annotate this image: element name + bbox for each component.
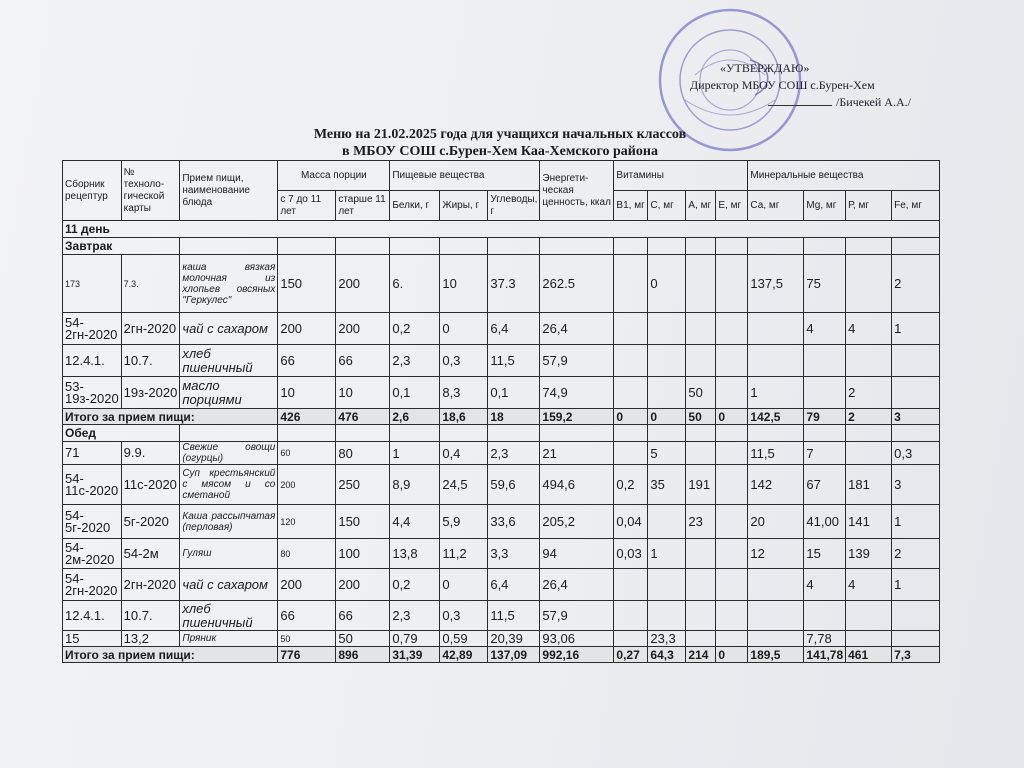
total-mass-11plus: 896 <box>336 647 390 663</box>
total-c: 64,3 <box>648 647 686 663</box>
c-cell <box>648 505 686 539</box>
b-cell: 4,4 <box>390 505 440 539</box>
approval-line-1: «УТВЕРЖДАЮ» <box>720 61 810 75</box>
a-cell <box>686 442 716 465</box>
total-protein: 2,6 <box>390 409 440 425</box>
p-cell <box>846 601 892 631</box>
total-ca: 142,5 <box>748 409 804 425</box>
header-ca: Са, мг <box>748 191 804 221</box>
total-fe: 7,3 <box>892 647 940 663</box>
b-cell: 6. <box>390 255 440 313</box>
total-protein: 31,39 <box>390 647 440 663</box>
header-e: Е, мг <box>716 191 748 221</box>
b-cell: 0,1 <box>390 377 440 409</box>
lunch-row <box>63 539 940 569</box>
mg-cell: 7,78 <box>804 631 846 647</box>
ca-cell <box>748 313 804 345</box>
techcard-cell: 19з-2020 <box>121 377 180 409</box>
m2-cell: 150 <box>336 505 390 539</box>
techcard-cell: 2гн-2020 <box>121 569 180 601</box>
kcal-cell: 94 <box>540 539 614 569</box>
lunch-row <box>63 505 940 539</box>
total-b1: 0 <box>614 409 648 425</box>
dish-name-cell: хлеб пшеничный <box>180 345 278 377</box>
header-a: А, мг <box>686 191 716 221</box>
b1-cell <box>614 255 648 313</box>
dish-name-cell: Пряник <box>180 631 278 647</box>
dish-name-cell: чай с сахаром <box>180 569 278 601</box>
p-cell <box>846 255 892 313</box>
menu-table-wrapper <box>62 160 940 663</box>
ca-cell: 20 <box>748 505 804 539</box>
total-ca: 189,5 <box>748 647 804 663</box>
dish-name-cell: Каша рассыпчатая (перловая) <box>180 505 278 539</box>
header-fe: Fe, мг <box>892 191 940 221</box>
total-p: 2 <box>846 409 892 425</box>
ca-cell: 1 <box>748 377 804 409</box>
mg-cell: 7 <box>804 442 846 465</box>
kcal-cell: 494,6 <box>540 465 614 505</box>
e-cell <box>716 631 748 647</box>
c-cell: 1 <box>648 539 686 569</box>
e-cell <box>716 505 748 539</box>
a-cell <box>686 345 716 377</box>
m1-cell: 66 <box>278 601 336 631</box>
mg-cell <box>804 601 846 631</box>
title-line-2: в МБОУ СОШ с.Бурен-Хем Каа-Хемского района <box>342 144 658 159</box>
fe-cell: 1 <box>892 569 940 601</box>
breakfast-total-row <box>63 409 940 425</box>
total-mass-7-11: 776 <box>278 647 336 663</box>
mg-cell: 41,00 <box>804 505 846 539</box>
lunch-row <box>63 569 940 601</box>
b1-cell <box>614 569 648 601</box>
u-cell: 20,39 <box>488 631 540 647</box>
techcard-cell: 7.3. <box>121 255 180 313</box>
f-cell: 11,2 <box>440 539 488 569</box>
e-cell <box>716 465 748 505</box>
collection-cell: 54-2гн-2020 <box>63 569 122 601</box>
dish-name-cell: масло порциями <box>180 377 278 409</box>
b-cell: 2,3 <box>390 601 440 631</box>
ca-cell: 142 <box>748 465 804 505</box>
day-label: 11 день <box>63 221 940 238</box>
title-line-1: Меню на 21.02.2025 года для учащихся начальных классов <box>313 127 687 142</box>
header-techcard: № техноло-гической карты <box>121 161 180 221</box>
u-cell: 33,6 <box>488 505 540 539</box>
c-cell: 23,3 <box>648 631 686 647</box>
u-cell: 0,1 <box>488 377 540 409</box>
b1-cell: 0,2 <box>614 465 648 505</box>
menu-table <box>62 160 940 663</box>
p-cell <box>846 631 892 647</box>
header-vitamins: Витамины <box>614 161 748 191</box>
m1-cell: 120 <box>278 505 336 539</box>
m1-cell: 200 <box>278 313 336 345</box>
mg-cell: 4 <box>804 569 846 601</box>
collection-cell: 15 <box>63 631 122 647</box>
b-cell: 0,2 <box>390 313 440 345</box>
m1-cell: 60 <box>278 442 336 465</box>
u-cell: 6,4 <box>488 313 540 345</box>
fe-cell: 1 <box>892 313 940 345</box>
header-fat: Жиры, г <box>440 191 488 221</box>
header-energy: Энергети-ческая ценность, ккал <box>540 161 614 221</box>
mg-cell <box>804 377 846 409</box>
e-cell <box>716 377 748 409</box>
total-b1: 0,27 <box>614 647 648 663</box>
b1-cell <box>614 631 648 647</box>
total-kcal: 159,2 <box>540 409 614 425</box>
c-cell <box>648 601 686 631</box>
techcard-cell: 10.7. <box>121 601 180 631</box>
fe-cell: 0,3 <box>892 442 940 465</box>
ca-cell <box>748 569 804 601</box>
header-b1: В1, мг <box>614 191 648 221</box>
dish-name-cell: Суп крестьянский с мясом и со сметаной <box>180 465 278 505</box>
total-e: 0 <box>716 647 748 663</box>
header-age-7-11: с 7 до 11 лет <box>278 191 336 221</box>
fe-cell: 2 <box>892 255 940 313</box>
total-mg: 79 <box>804 409 846 425</box>
a-cell <box>686 539 716 569</box>
kcal-cell: 205,2 <box>540 505 614 539</box>
breakfast-row <box>63 377 940 409</box>
b1-cell: 0,04 <box>614 505 648 539</box>
techcard-cell: 11с-2020 <box>121 465 180 505</box>
u-cell: 3,3 <box>488 539 540 569</box>
kcal-cell: 26,4 <box>540 569 614 601</box>
header-protein: Белки, г <box>390 191 440 221</box>
total-c: 0 <box>648 409 686 425</box>
header-nutrients: Пищевые вещества <box>390 161 540 191</box>
u-cell: 59,6 <box>488 465 540 505</box>
header-c: С, мг <box>648 191 686 221</box>
m2-cell: 100 <box>336 539 390 569</box>
a-cell <box>686 313 716 345</box>
total-a: 50 <box>686 409 716 425</box>
p-cell: 181 <box>846 465 892 505</box>
dish-name-cell: Гуляш <box>180 539 278 569</box>
u-cell: 2,3 <box>488 442 540 465</box>
f-cell: 0 <box>440 569 488 601</box>
total-mass-7-11: 426 <box>278 409 336 425</box>
m1-cell: 200 <box>278 465 336 505</box>
p-cell <box>846 345 892 377</box>
f-cell: 0,3 <box>440 601 488 631</box>
total-p: 461 <box>846 647 892 663</box>
a-cell: 191 <box>686 465 716 505</box>
u-cell: 6,4 <box>488 569 540 601</box>
dish-name-cell: каша вязкая молочная из хлопьев овсяных "Геркулес" <box>180 255 278 313</box>
m2-cell: 200 <box>336 255 390 313</box>
f-cell: 24,5 <box>440 465 488 505</box>
techcard-cell: 9.9. <box>121 442 180 465</box>
f-cell: 0,59 <box>440 631 488 647</box>
techcard-cell: 2гн-2020 <box>121 313 180 345</box>
breakfast-row <box>63 313 940 345</box>
m2-cell: 66 <box>336 601 390 631</box>
ca-cell: 137,5 <box>748 255 804 313</box>
a-cell <box>686 569 716 601</box>
c-cell <box>648 569 686 601</box>
m2-cell: 80 <box>336 442 390 465</box>
kcal-cell: 93,06 <box>540 631 614 647</box>
a-cell: 50 <box>686 377 716 409</box>
m2-cell: 10 <box>336 377 390 409</box>
approval-line-2: Директор МБОУ СОШ с.Бурен-Хем <box>690 78 875 92</box>
lunch-total-row <box>63 647 940 663</box>
b1-cell <box>614 377 648 409</box>
breakfast-row <box>63 345 940 377</box>
collection-cell: 71 <box>63 442 122 465</box>
header-carbs: Углеводы, г <box>488 191 540 221</box>
p-cell: 4 <box>846 313 892 345</box>
total-carbs: 137,09 <box>488 647 540 663</box>
header-mg: Mg, мг <box>804 191 846 221</box>
a-cell: 23 <box>686 505 716 539</box>
b1-cell <box>614 442 648 465</box>
collection-cell: 54-2гн-2020 <box>63 313 122 345</box>
lunch-row <box>63 631 940 647</box>
c-cell: 35 <box>648 465 686 505</box>
total-carbs: 18 <box>488 409 540 425</box>
m2-cell: 200 <box>336 313 390 345</box>
total-a: 214 <box>686 647 716 663</box>
c-cell <box>648 377 686 409</box>
ca-cell: 12 <box>748 539 804 569</box>
techcard-cell: 13,2 <box>121 631 180 647</box>
dish-name-cell: чай с сахаром <box>180 313 278 345</box>
techcard-cell: 5г-2020 <box>121 505 180 539</box>
m2-cell: 200 <box>336 569 390 601</box>
e-cell <box>716 313 748 345</box>
lunch-row <box>63 442 940 465</box>
mg-cell <box>804 345 846 377</box>
techcard-cell: 10.7. <box>121 345 180 377</box>
f-cell: 10 <box>440 255 488 313</box>
approval-line-3: /Бичекей А.А./ <box>836 95 911 109</box>
mg-cell: 15 <box>804 539 846 569</box>
mg-cell: 4 <box>804 313 846 345</box>
mg-cell: 67 <box>804 465 846 505</box>
header-minerals: Минеральные вещества <box>748 161 940 191</box>
kcal-cell: 262.5 <box>540 255 614 313</box>
c-cell <box>648 345 686 377</box>
u-cell: 11,5 <box>488 345 540 377</box>
header-mass: Масса порции <box>278 161 390 191</box>
total-kcal: 992,16 <box>540 647 614 663</box>
total-mass-11plus: 476 <box>336 409 390 425</box>
collection-cell: 173 <box>63 255 122 313</box>
total-label: Итого за прием пищи: <box>63 409 278 425</box>
kcal-cell: 21 <box>540 442 614 465</box>
header-dish: Прием пищи, наименование блюда <box>180 161 278 221</box>
fe-cell <box>892 345 940 377</box>
total-fat: 42,89 <box>440 647 488 663</box>
c-cell: 5 <box>648 442 686 465</box>
breakfast-row <box>63 255 940 313</box>
total-fat: 18,6 <box>440 409 488 425</box>
collection-cell: 53-19з-2020 <box>63 377 122 409</box>
c-cell: 0 <box>648 255 686 313</box>
e-cell <box>716 601 748 631</box>
m1-cell: 80 <box>278 539 336 569</box>
m1-cell: 50 <box>278 631 336 647</box>
a-cell <box>686 601 716 631</box>
fe-cell: 2 <box>892 539 940 569</box>
m1-cell: 66 <box>278 345 336 377</box>
approval-block <box>690 60 911 111</box>
f-cell: 0,3 <box>440 345 488 377</box>
e-cell <box>716 255 748 313</box>
dish-name-cell: хлеб пшеничный <box>180 601 278 631</box>
header-p: Р, мг <box>846 191 892 221</box>
total-label: Итого за прием пищи: <box>63 647 278 663</box>
c-cell <box>648 313 686 345</box>
ca-cell <box>748 631 804 647</box>
collection-cell: 54-2м-2020 <box>63 539 122 569</box>
b1-cell <box>614 601 648 631</box>
b-cell: 8,9 <box>390 465 440 505</box>
mg-cell: 75 <box>804 255 846 313</box>
total-e: 0 <box>716 409 748 425</box>
fe-cell: 3 <box>892 465 940 505</box>
kcal-cell: 74,9 <box>540 377 614 409</box>
total-mg: 141,78 <box>804 647 846 663</box>
fe-cell <box>892 377 940 409</box>
ca-cell <box>748 345 804 377</box>
b-cell: 0,2 <box>390 569 440 601</box>
fe-cell <box>892 631 940 647</box>
u-cell: 11,5 <box>488 601 540 631</box>
p-cell: 139 <box>846 539 892 569</box>
m2-cell: 250 <box>336 465 390 505</box>
collection-cell: 12.4.1. <box>63 601 122 631</box>
e-cell <box>716 539 748 569</box>
kcal-cell: 26,4 <box>540 313 614 345</box>
b1-cell <box>614 345 648 377</box>
dish-name-cell: Свежие овощи (огурцы) <box>180 442 278 465</box>
a-cell <box>686 255 716 313</box>
b-cell: 2,3 <box>390 345 440 377</box>
collection-cell: 54-11с-2020 <box>63 465 122 505</box>
b1-cell: 0,03 <box>614 539 648 569</box>
collection-cell: 54-5г-2020 <box>63 505 122 539</box>
fe-cell: 1 <box>892 505 940 539</box>
f-cell: 8,3 <box>440 377 488 409</box>
header-collection: Сборник рецептур <box>63 161 122 221</box>
ca-cell <box>748 601 804 631</box>
u-cell: 37.3 <box>488 255 540 313</box>
a-cell <box>686 631 716 647</box>
b-cell: 0,79 <box>390 631 440 647</box>
collection-cell: 12.4.1. <box>63 345 122 377</box>
document-title <box>200 126 800 160</box>
kcal-cell: 57,9 <box>540 345 614 377</box>
b-cell: 1 <box>390 442 440 465</box>
p-cell: 141 <box>846 505 892 539</box>
m2-cell: 66 <box>336 345 390 377</box>
p-cell <box>846 442 892 465</box>
total-fe: 3 <box>892 409 940 425</box>
m1-cell: 150 <box>278 255 336 313</box>
kcal-cell: 57,9 <box>540 601 614 631</box>
p-cell: 4 <box>846 569 892 601</box>
f-cell: 0,4 <box>440 442 488 465</box>
breakfast-label: Завтрак <box>63 238 180 255</box>
e-cell <box>716 345 748 377</box>
techcard-cell: 54-2м <box>121 539 180 569</box>
lunch-row <box>63 601 940 631</box>
m2-cell: 50 <box>336 631 390 647</box>
header-age-11plus: старше 11 лет <box>336 191 390 221</box>
f-cell: 0 <box>440 313 488 345</box>
f-cell: 5,9 <box>440 505 488 539</box>
m1-cell: 10 <box>278 377 336 409</box>
e-cell <box>716 442 748 465</box>
m1-cell: 200 <box>278 569 336 601</box>
b1-cell <box>614 313 648 345</box>
p-cell: 2 <box>846 377 892 409</box>
ca-cell: 11,5 <box>748 442 804 465</box>
b-cell: 13,8 <box>390 539 440 569</box>
e-cell <box>716 569 748 601</box>
lunch-row <box>63 465 940 505</box>
lunch-label: Обед <box>63 425 180 442</box>
fe-cell <box>892 601 940 631</box>
